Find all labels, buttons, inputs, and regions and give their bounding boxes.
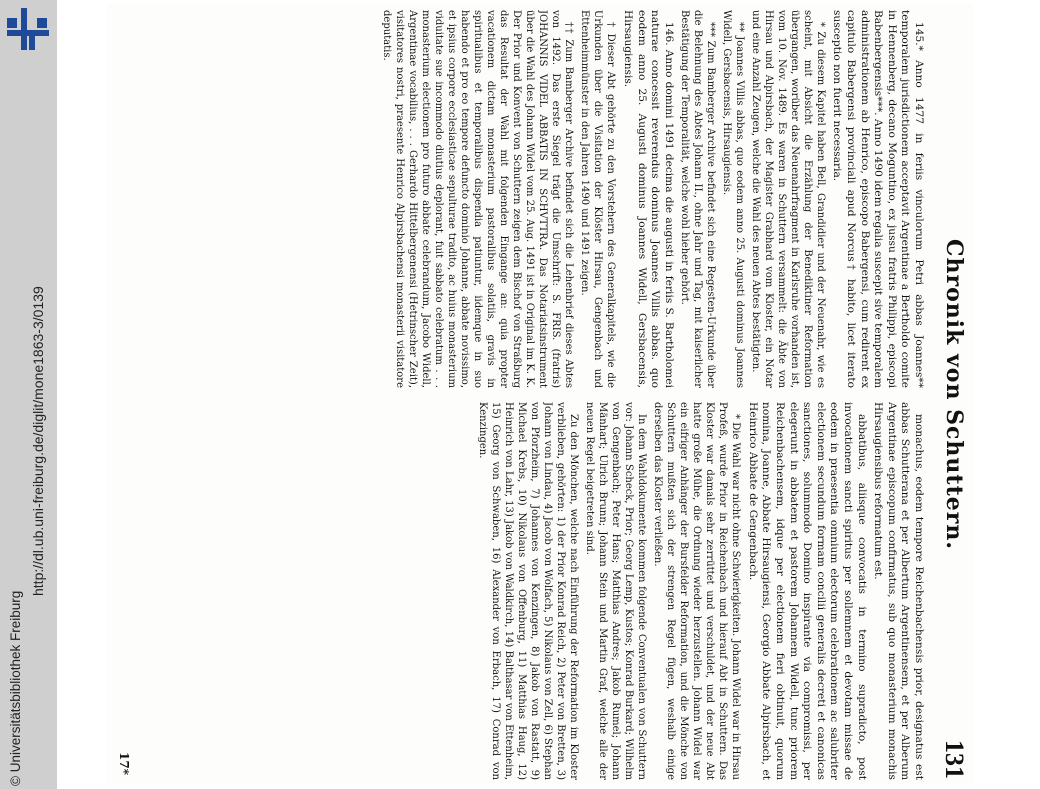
sidebar (0, 0, 57, 789)
book-page (107, 4, 973, 785)
right-column (125, 402, 925, 780)
footnote: * Zu diesem Kapitel haben Bell, Grandidier und der Neuenahr, wie es scheint, mit Absicht die Erzählung der Benediktiner Reformation übergangen, worüber das Neuenahrfragment in Karlsruhe vorhanden ist, vom 10. Nov. 1489. Es waren in Schuttern versammelt: die Äbte von Hirsau und Alpirsbach, der Magister Grabhard vom Kloster, ein Notar und eine Anzahl Zeugen, welche die Wahl des neuen Abtes bestätigten. (749, 10, 826, 388)
page-number: 131 (940, 740, 969, 779)
footnote: *** Zum Bamberger Archive befindet sich eine Regesten-Urkunde über die Belehnung des Abtes Johann II., ohne Jahr und Tag, mit kaiserlicher Bestätigung der Temporalität, welche wohl hieher gehört. (678, 10, 716, 388)
copyright-label: © Universitätsbibliothek Freiburg (8, 590, 23, 786)
running-title: Chronik von Schuttern. (941, 239, 967, 550)
paragraph: 145.* Anno 1477 in feriis vinculorum Petri abbas Joannes** temporalem jurisdictionem acceptavit Argentinae a Bertholdo comite in Hennenberg, decano Moguntino, ex jussu fratris Philippi, episcopi Babenbergensis***. Anno 1490 idem regalia suscepit sive temporalem administrationem ab Henrico, episcopo Babergensi, cum redirent ex capitulo Babergensi provinciali apud Norcus† habito, licet iterato susceptio non fuerit necessaria. (831, 10, 925, 388)
footnote: † Dieser Abt gehörte zu den Vorstehern des Generalkapitels, wie die Urkunden über die Visitation der Klöster Hirsau, Gengenbach und Ettenheimmünster in den Jahren 1490 und 1491 zeigen. (579, 10, 617, 388)
footnote: †† Zum Bamberger Archive befindet sich die Lehenbrief dieses Abtes von 1492. Das erste Siegel trägt die Umschrift: S. FRIS. (fratris) JOHANNIS VIDEL ABBATIS IN SCHVTTRA. Das Notariatsinstrument über die Wahl des Johann Widel vom 25. Aug. 1491 ist in Original im K. K. Der Prior und Konvent von Schuttern zeigen dem Bischof von Straßburg das Resultat der Wahl mit folgenden Eingange an: quia propter vacationem dictam monasterium pastoralibus solatiis, gravis in spiritualibus et temporalibus dispendia patiuntur, iidemque in suo habendo et pro eo tempore defuncto dominio Johanne, abbate novissimo, et ipsius corpore ecclesiasticae sepulturae tradito, ac huius monasterium viduitate sue incommodo diutius deplorant, fuit sabbato celebratum . . . monasterium electionem pro futuro abbate celebrandum, Jacobo Widell, Argentinae vocabilius, . . . Gerhardo Hittelbergenensi (Hetrinscher Zeit), visitatores nostri, praesente Henrico Alpirsbachensi monasterii visitatore deputatis. (381, 10, 575, 388)
paragraph: abbatibus, aliisque convocatis in termino supradicto, post invocationem sancti spiritus per sollemnem et devotam missae de eodem in praesentia omnium electorum celebrationem ac salubriter electionem secundum formam concilii generalis decreti et canonicas sanctiones, solummodo Domino inspirante via compromissi, per elegerunt in abbatem et pastorem Johannem Widell, tunc priorem Reichenbachensem, idque per electionem fieri obtinuit, quorum nomina, Joanne, Abbate Hirsaugiensi, Georgio Abbate Alpirsbach, et Heinrico Abbate de Gengenbach. (746, 402, 868, 780)
left-column (125, 10, 925, 388)
university-logo-icon (7, 8, 49, 50)
footnote: In dem Wahldokumente kommen folgende Conventualen von Schuttern vor: Johann Scheck, Prior; Georg Lemp, Kustos; Konrad Burkard; Wilhelm von Gengenbach; Peter Hans; Matthias Andres; Jakob Rumel; Johann Mänhart; Ulrich Brunn; Johann Stein und Martin Graf, welche alle der neuen Regel beigetreten sind. (584, 402, 648, 780)
permalink-link[interactable]: http://dl.ub.uni-freiburg.de/diglit/mone1863-3/0139 (30, 286, 46, 596)
paragraph: 146. Anno domini 1491 decima die augusti in feriis S. Bartholomei naturae concessit reverendus dominus Joannes Villis abbas. quo eodem anno 25. Augusti dominus Joannes Widell, Gersbacensis, Hirsaugiensis. (622, 10, 675, 388)
footnote: Zu den Mönchen, welche nach Einführung der Reformation im Kloster verblieben, gehörten: 1) der Prior Konrad Reich, 2) Peter von Bretten, 3) Johann von Lindau, 4) Jacob von Wolfach, 5) Nikolaus von Zell, 6) Stephan von Pforzheim, 7) Johannes von Kenzingen, 8) Jakob von Rastatt, 9) Michael Krebs, 10) Nikolaus von Offenburg, 11) Matthias Haug, 12) Heinrich von Lahr, 13) Jakob von Waldkirch, 14) Balthasar von Ettenheim, 15) Georg von Schwaben, 16) Alexander von Erbach, 17) Conrad von Kenzingen. (477, 402, 580, 780)
paragraph: monachus, eodem tempore Reichenbachensis prior, designatus est abbas Schutterana et per Albertum Argentinensem, et per Alberum Argentinae episcopum confirmatus, sub quo monasterium monachis Hirsaugiensibus reformatum est. (872, 402, 925, 780)
signature-mark: 17* (117, 752, 131, 775)
footnote: * Die Wahl war nicht ohne Schwierigkeiten. Johann Widel war in Hirsau Profeß, wurde Prior in Reichenbach und hierauf Abt in Schuttern. Das Kloster war damals sehr zerrüttet und verschuldet, und der neue Abt hatte große Mühe, die Ordnung wieder herzustellen. Johann Widel war ein eifriger Anhänger der Bursfelder Reformation, und die Mönche von Schuttern mußten sich der strengen Regel fügen, weshalb einige derselben das Kloster verließen. (652, 402, 742, 780)
footnote: ** Joannes Villis abbas, quo eodem anno 25. Augusti dominus Joannes Widell, Gersbacensis, Hirsaugiensis. (720, 10, 745, 388)
